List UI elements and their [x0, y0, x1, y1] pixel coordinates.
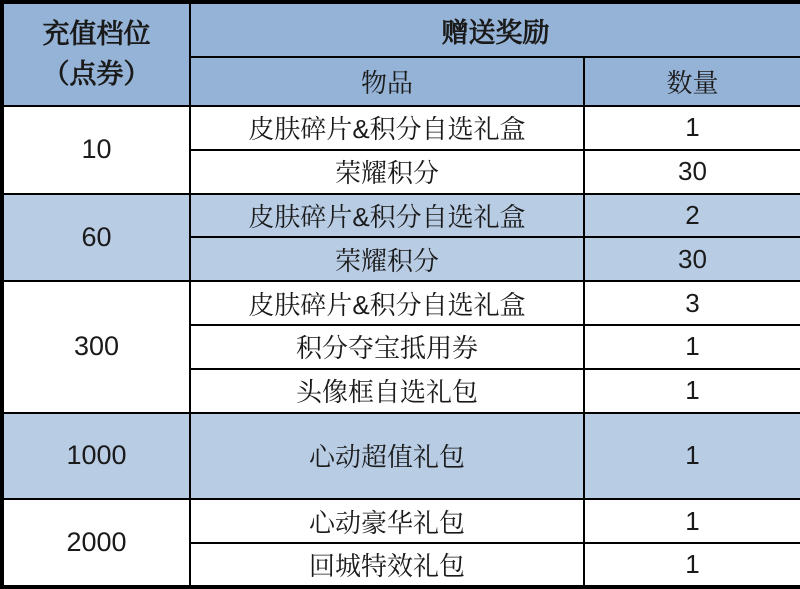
header-tier-line2: （点券）	[42, 58, 151, 89]
header-item: 物品	[190, 57, 584, 106]
item-cell: 皮肤碎片&积分自选礼盒	[190, 281, 584, 325]
qty-cell: 30	[584, 150, 800, 194]
qty-cell: 30	[584, 237, 800, 281]
qty-cell: 1	[584, 543, 800, 587]
tier-cell: 60	[2, 194, 190, 282]
item-cell: 积分夺宝抵用券	[190, 325, 584, 369]
item-cell: 皮肤碎片&积分自选礼盒	[190, 106, 584, 150]
table-row	[2, 281, 800, 325]
item-cell: 荣耀积分	[190, 237, 584, 281]
header-tier-line1: 充值档位	[42, 19, 151, 50]
item-cell: 头像框自选礼包	[190, 369, 584, 413]
header-reward: 赠送奖励	[190, 2, 800, 57]
qty-cell: 1	[584, 413, 800, 500]
item-cell: 皮肤碎片&积分自选礼盒	[190, 194, 584, 238]
qty-cell: 3	[584, 281, 800, 325]
qty-cell: 1	[584, 106, 800, 150]
tier-cell: 300	[2, 281, 190, 412]
qty-cell: 1	[584, 369, 800, 413]
item-cell: 荣耀积分	[190, 150, 584, 194]
qty-cell: 2	[584, 194, 800, 238]
table-row	[2, 194, 800, 238]
qty-cell: 1	[584, 325, 800, 369]
item-cell: 心动超值礼包	[190, 413, 584, 500]
table-row	[2, 106, 800, 150]
tier-cell: 10	[2, 106, 190, 194]
table-row	[2, 499, 800, 543]
tier-cell: 2000	[2, 499, 190, 587]
header-tier	[2, 2, 190, 106]
tier-cell: 1000	[2, 413, 190, 500]
item-cell: 回城特效礼包	[190, 543, 584, 587]
item-cell: 心动豪华礼包	[190, 499, 584, 543]
header-qty: 数量	[584, 57, 800, 106]
qty-cell: 1	[584, 499, 800, 543]
table-row	[2, 413, 800, 500]
